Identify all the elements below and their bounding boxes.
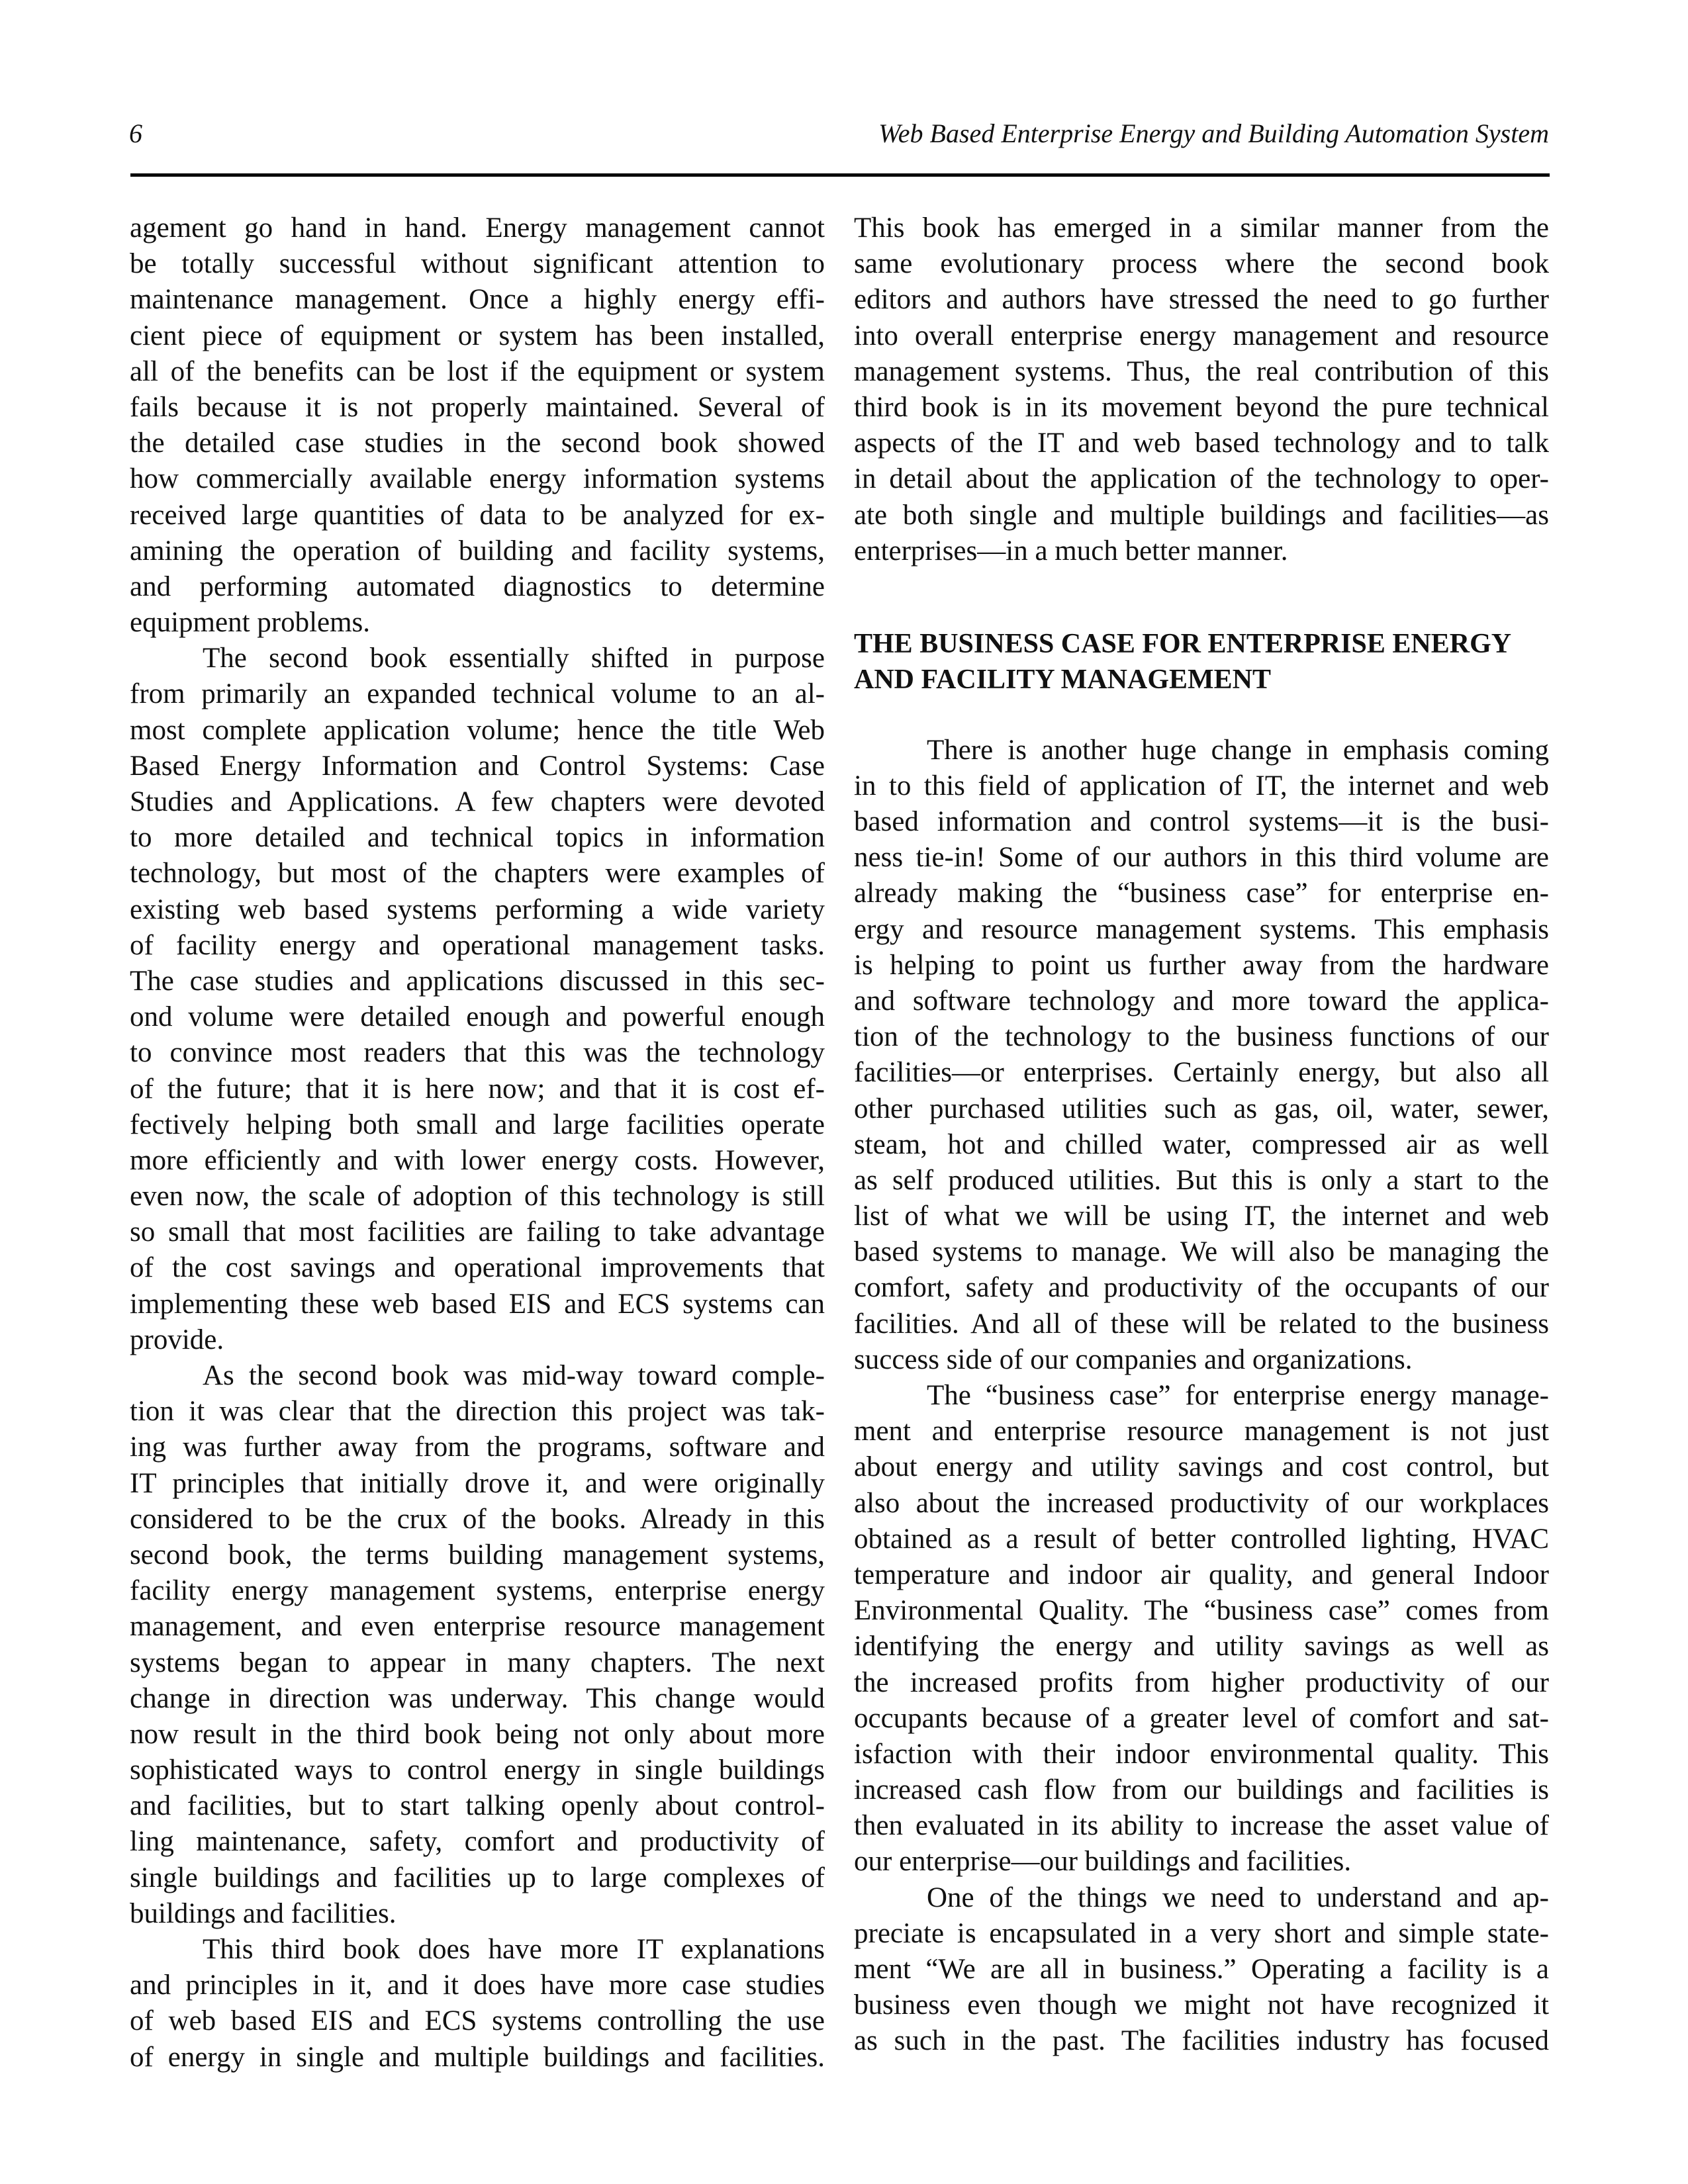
text-line: of web based EIS and ECS systems controlling the use xyxy=(130,2005,825,2037)
heading-line: AND FACILITY MANAGEMENT xyxy=(854,664,1271,696)
left-column xyxy=(130,210,825,2075)
text-line: temperature and indoor air quality, and general Indoor xyxy=(854,1559,1549,1590)
text-line: the increased profits from higher productivity of our xyxy=(854,1666,1549,1698)
text-line: maintenance management. Once a highly energy effi- xyxy=(130,284,825,316)
text-line: sophisticated ways to control energy in single buildings xyxy=(130,1754,825,1786)
text-line: as such in the past. The facilities industry has focused xyxy=(854,2025,1549,2057)
text-line: same evolutionary process where the second book xyxy=(854,248,1549,280)
text-line: about energy and utility savings and cost control, but xyxy=(854,1451,1549,1483)
spacer xyxy=(854,605,1549,625)
text-line: ate both single and multiple buildings and facilities—as xyxy=(854,499,1549,531)
text-line: of the future; that it is here now; and that it is cost ef- xyxy=(130,1073,825,1105)
text-line: tion of the technology to the business functions of our xyxy=(854,1021,1549,1053)
text-line: facility energy management systems, enterprise energy xyxy=(130,1575,825,1607)
text-line: all of the benefits can be lost if the equipment or system xyxy=(130,355,825,387)
text-line: of energy in single and multiple buildings and facilities. xyxy=(130,2041,825,2073)
text-line: list of what we will be using IT, the internet and web xyxy=(854,1201,1549,1232)
spacer xyxy=(854,569,1549,605)
text-line: second book, the terms building management systems, xyxy=(130,1539,825,1570)
right-column xyxy=(854,210,1549,2060)
text-line: As the second book was mid-way toward comple- xyxy=(203,1360,825,1391)
text-line: The “business case” for enterprise energy manage- xyxy=(927,1380,1549,1411)
text-line: facilities—or enterprises. Certainly energy, but also all xyxy=(854,1057,1549,1089)
page-number: 6 xyxy=(129,118,142,148)
text-line: most complete application volume; hence the title Web xyxy=(130,714,825,746)
text-line: ergy and resource management systems. This emphasis xyxy=(854,913,1549,945)
text-line: facilities. And all of these will be related to the business xyxy=(854,1308,1549,1340)
text-line: of facility energy and operational management tasks. xyxy=(130,929,825,961)
text-line: ness tie-in! Some of our authors in this third volume are xyxy=(854,842,1549,874)
text-line: fectively helping both small and large facilities operate xyxy=(130,1109,825,1140)
text-line: buildings and facilities. xyxy=(130,1897,397,1929)
text-line: existing web based systems performing a wide variety xyxy=(130,893,825,925)
running-header xyxy=(129,118,1549,158)
text-line: increased cash flow from our buildings and facilities is xyxy=(854,1774,1549,1806)
intro-paragraph xyxy=(854,210,1549,569)
text-line: cient piece of equipment or system has been installed, xyxy=(130,320,825,351)
text-line: ment “We are all in business.” Operating a facility is a xyxy=(854,1954,1549,1985)
text-line: isfaction with their indoor environmental quality. This xyxy=(854,1738,1549,1770)
text-line: There is another huge change in emphasis coming xyxy=(927,734,1549,766)
text-line: business even though we might not have recognized it xyxy=(854,1989,1549,2021)
text-line: Based Energy Information and Control Systems: Case xyxy=(130,750,825,782)
section-heading xyxy=(854,625,1549,696)
text-line: amining the operation of building and facility systems, xyxy=(130,535,825,567)
text-line: The case studies and applications discussed in this sec- xyxy=(130,965,825,997)
text-line: IT principles that initially drove it, and were originally xyxy=(130,1467,825,1499)
text-line: be totally successful without significant attention to xyxy=(130,248,825,280)
text-line: preciate is encapsulated in a very short and simple state- xyxy=(854,1917,1549,1949)
text-line: management, and even enterprise resource management xyxy=(130,1611,825,1643)
text-line: implementing these web based EIS and ECS systems can xyxy=(130,1288,825,1320)
heading-line: THE BUSINESS CASE FOR ENTERPRISE ENERGY xyxy=(854,629,1512,660)
text-line: of the cost savings and operational improvements that xyxy=(130,1252,825,1284)
text-line: and performing automated diagnostics to determine xyxy=(130,570,825,602)
text-line: One of the things we need to understand and ap- xyxy=(927,1882,1549,1913)
text-line: as self produced utilities. But this is only a start to the xyxy=(854,1164,1549,1196)
text-line: based information and control systems—it is the busi- xyxy=(854,806,1549,837)
text-line: fails because it is not properly maintained. Several of xyxy=(130,391,825,423)
text-line: Studies and Applications. A few chapters were devoted xyxy=(130,786,825,817)
text-line: ond volume were detailed enough and powerful enough xyxy=(130,1001,825,1033)
text-line: now result in the third book being not only about more xyxy=(130,1718,825,1750)
paragraph xyxy=(130,210,825,641)
text-line: steam, hot and chilled water, compressed air as well xyxy=(854,1128,1549,1160)
text-line: other purchased utilities such as gas, oil, water, sewer, xyxy=(854,1093,1549,1124)
text-line: received large quantities of data to be analyzed for ex- xyxy=(130,499,825,531)
text-line: considered to be the crux of the books. Already in this xyxy=(130,1503,825,1535)
text-line: to convince most readers that this was the technology xyxy=(130,1037,825,1069)
text-line: technology, but most of the chapters were examples of xyxy=(130,858,825,889)
text-line: single buildings and facilities up to large complexes of xyxy=(130,1862,825,1893)
text-line: comfort, safety and productivity of the occupants of our xyxy=(854,1272,1549,1304)
text-line: our enterprise—our buildings and facilities. xyxy=(854,1846,1352,1878)
text-line: is helping to point us further away from the hardware xyxy=(854,949,1549,981)
text-line: The second book essentially shifted in purpose xyxy=(203,643,825,674)
text-line: This book has emerged in a similar manner from the xyxy=(854,212,1549,244)
text-line: enterprises—in a much better manner. xyxy=(854,535,1288,567)
text-line: ing was further away from the programs, software and xyxy=(130,1432,825,1463)
paragraph xyxy=(130,1358,825,1932)
text-line: third book is in its movement beyond the pure technical xyxy=(854,391,1549,423)
text-line: provide. xyxy=(130,1324,224,1355)
text-line: even now, the scale of adoption of this technology is still xyxy=(130,1181,825,1212)
text-line: from primarily an expanded technical volume to an al- xyxy=(130,678,825,710)
text-line: so small that most facilities are failing to take advantage xyxy=(130,1216,825,1248)
running-title: Web Based Enterprise Energy and Building Automation System xyxy=(878,118,1549,148)
text-line: obtained as a result of better controlled lighting, HVAC xyxy=(854,1523,1549,1555)
text-line: management systems. Thus, the real contribution of this xyxy=(854,355,1549,387)
spacer xyxy=(854,696,1549,732)
text-line: how commercially available energy information systems xyxy=(130,463,825,495)
text-line: success side of our companies and organizations. xyxy=(854,1343,1413,1375)
paragraph xyxy=(130,641,825,1358)
text-line: and software technology and more toward the applica- xyxy=(854,985,1549,1017)
text-line: tion it was clear that the direction this project was tak- xyxy=(130,1396,825,1428)
header-rule xyxy=(130,173,1550,177)
section-body xyxy=(854,733,1549,2060)
text-line: Environmental Quality. The “business case” comes from xyxy=(854,1595,1549,1627)
text-line: and facilities, but to start talking openly about control- xyxy=(130,1790,825,1822)
text-line: in detail about the application of the technology to oper- xyxy=(854,463,1549,495)
text-line: already making the “business case” for enterprise en- xyxy=(854,878,1549,909)
text-line: more efficiently and with lower energy costs. However, xyxy=(130,1144,825,1176)
text-line: and principles in it, and it does have more case studies xyxy=(130,1970,825,2001)
text-line: This third book does have more IT explanations xyxy=(203,1934,825,1965)
text-line: change in direction was underway. This change would xyxy=(130,1682,825,1714)
text-line: also about the increased productivity of our workplaces xyxy=(854,1487,1549,1519)
text-line: editors and authors have stressed the need to go further xyxy=(854,284,1549,316)
text-line: to more detailed and technical topics in information xyxy=(130,822,825,854)
text-line: equipment problems. xyxy=(130,607,371,639)
paragraph xyxy=(854,1880,1549,2060)
text-line: then evaluated in its ability to increase the asset value of xyxy=(854,1810,1549,1842)
text-line: ling maintenance, safety, comfort and productivity of xyxy=(130,1826,825,1858)
text-line: agement go hand in hand. Energy management cannot xyxy=(130,212,825,244)
paragraph xyxy=(130,1932,825,2075)
text-line: systems began to appear in many chapters. The next xyxy=(130,1647,825,1678)
text-line: identifying the energy and utility savings as well as xyxy=(854,1631,1549,1662)
text-line: the detailed case studies in the second book showed xyxy=(130,428,825,459)
paragraph xyxy=(854,733,1549,1378)
text-line: in to this field of application of IT, the internet and web xyxy=(854,770,1549,801)
text-line: into overall enterprise energy management and resource xyxy=(854,320,1549,351)
text-line: aspects of the IT and web based technology and to talk xyxy=(854,428,1549,459)
text-line: occupants because of a greater level of comfort and sat- xyxy=(854,1702,1549,1734)
text-line: ment and enterprise resource management is not just xyxy=(854,1416,1549,1447)
text-line: based systems to manage. We will also be managing the xyxy=(854,1236,1549,1268)
paragraph xyxy=(854,1378,1549,1880)
